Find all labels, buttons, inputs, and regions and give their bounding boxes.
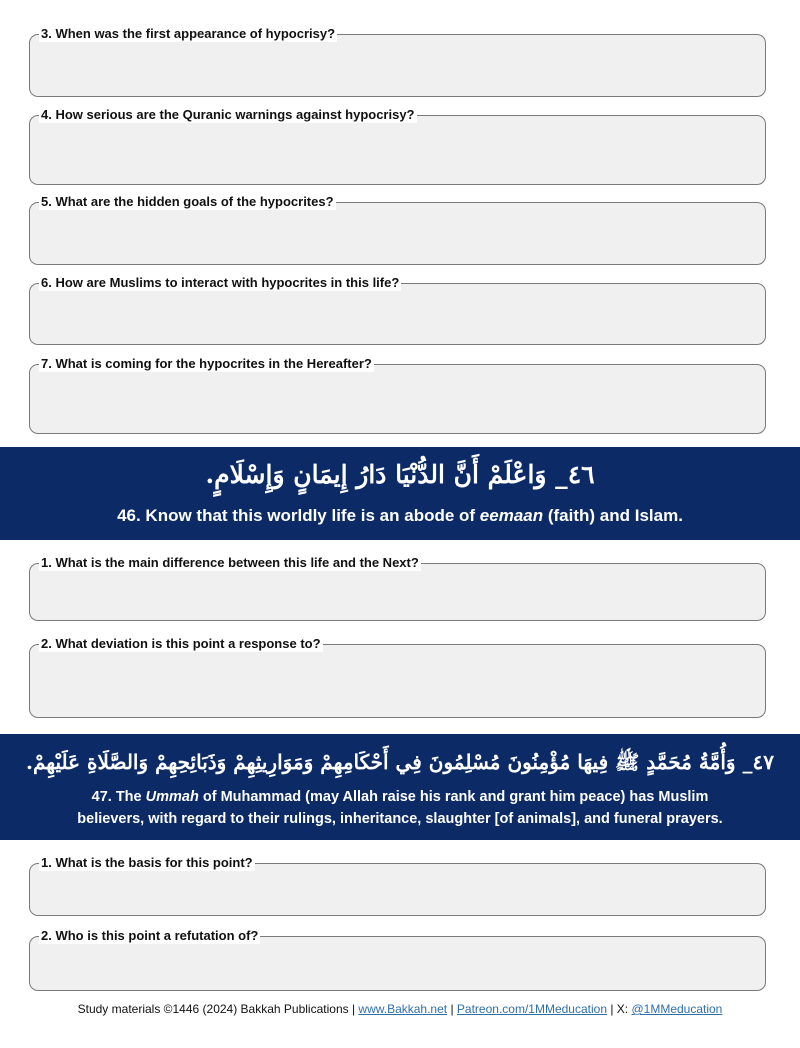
answer-box[interactable] (29, 115, 766, 185)
question-block (29, 555, 766, 621)
answer-box[interactable] (29, 202, 766, 265)
footer-copyright: Study materials ©1446 (2024) Bakkah Publications | (77, 1002, 359, 1016)
answer-box[interactable] (29, 563, 766, 621)
question-block (29, 275, 766, 345)
answer-box[interactable] (29, 364, 766, 434)
bakkah-link[interactable]: www.Bakkah.net (358, 1002, 448, 1016)
question-block (29, 636, 766, 718)
question-block (29, 194, 766, 265)
answer-box[interactable] (29, 644, 766, 718)
answer-box[interactable] (29, 283, 766, 345)
question-label: 1. What is the main difference between this life and the Next? (41, 555, 419, 570)
patreon-link[interactable]: Patreon.com/1MMeducation (456, 1002, 607, 1016)
footer: Study materials ©1446 (2024) Bakkah Publications | www.Bakkah.net | Patreon.com/1MMeducation | X: @1MMeducation (77, 1002, 723, 1016)
point-47-banner (0, 734, 800, 840)
point-47-english: 47. The Ummah of Muhammad (may Allah raise his rank and grant him peace) has Muslim believers, with regard to their rulings, inheritance, slaughter [of animals], and funeral prayers. (77, 789, 723, 827)
question-label: 2. What deviation is this point a response to? (41, 636, 321, 651)
x-handle-link[interactable]: @1MMeducation (631, 1002, 723, 1016)
point-46-english: 46. Know that this worldly life is an abode of eemaan (faith) and Islam. (117, 506, 683, 525)
question-block (29, 356, 766, 434)
answer-box[interactable] (29, 34, 766, 97)
question-block (29, 928, 766, 991)
question-label: 3. When was the first appearance of hypocrisy? (41, 26, 336, 41)
question-block (29, 26, 766, 97)
question-block (29, 855, 766, 916)
point-46-banner (0, 447, 800, 540)
question-label: 2. Who is this point a refutation of? (41, 928, 259, 943)
question-label: 7. What is coming for the hypocrites in the Hereafter? (41, 356, 372, 371)
answer-box[interactable] (29, 936, 766, 991)
point-46-arabic: ٤٦_ وَاعْلَمْ أَنَّ الدُّنْيَا دَارُ إِيمَانٍ وَإِسْلَامٍ. (205, 460, 595, 489)
question-label: 4. How serious are the Quranic warnings against hypocrisy? (41, 107, 415, 122)
question-label: 5. What are the hidden goals of the hypocrites? (41, 194, 334, 209)
question-label: 6. How are Muslims to interact with hypocrites in this life? (41, 275, 400, 290)
point-47-arabic: ٤٧_ وَأُمَّةُ مُحَمَّدٍ ﷺ فِيهَا مُؤْمِنُونَ مُسْلِمُونَ فِي أَحْكَامِهِمْ وَمَوَارِيثِهِمْ وَذَبَائِحِهِمْ وَالصَّلَاةِ عَلَيْهِمْ. (26, 750, 774, 774)
question-label: 1. What is the basis for this point? (41, 855, 253, 870)
question-block (29, 107, 766, 185)
